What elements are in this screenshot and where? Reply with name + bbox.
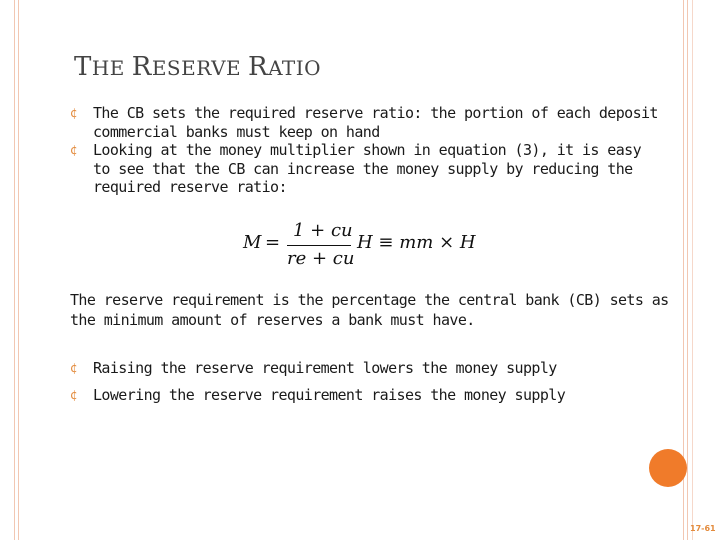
title-initial: R xyxy=(131,52,152,82)
bullet-text: Raising the reserve requirement lowers the money supply xyxy=(93,359,557,377)
title-word: HE xyxy=(91,56,132,80)
list-item xyxy=(70,141,660,197)
fraction-bar xyxy=(287,245,351,246)
top-bullet-list xyxy=(70,104,660,197)
page-number: 17-61 xyxy=(690,524,716,533)
title-initial: R xyxy=(247,52,269,82)
equation-denominator: re + cu xyxy=(287,248,355,269)
slide-title xyxy=(74,52,321,82)
title-word: ATIO xyxy=(268,56,322,80)
title-initial: T xyxy=(74,52,92,82)
list-item xyxy=(70,386,660,405)
equation-rhs: H ≡ mm × H xyxy=(357,232,476,253)
title-word: ESERVE xyxy=(151,56,248,80)
reserve-requirement-paragraph: The reserve requirement is the percentage the central bank (CB) sets as the minimum amount of reserves a bank must have. xyxy=(70,291,669,329)
right-frame-outer-line xyxy=(692,0,693,540)
bullet-text: Lowering the reserve requirement raises the money supply xyxy=(93,385,566,404)
bottom-bullet-list xyxy=(70,359,660,412)
list-item xyxy=(70,104,660,141)
orange-circle-decoration xyxy=(649,449,687,487)
left-frame-border xyxy=(14,0,19,540)
bullet-text: The CB sets the required reserve ratio: the portion of each deposit commercial banks must keep on hand xyxy=(93,104,658,141)
bullet-text: Looking at the money multiplier shown in equation (3), it is easy to see that the CB can increase the money supply by reducing the required reserve ratio: xyxy=(93,141,642,196)
money-multiplier-equation xyxy=(243,218,483,274)
bullet-icon: ¢ xyxy=(70,106,78,120)
bullet-icon: ¢ xyxy=(70,387,78,402)
equation-equals: = xyxy=(265,232,281,253)
list-item xyxy=(70,359,660,378)
bullet-icon: ¢ xyxy=(70,361,78,375)
equation-numerator: 1 + cu xyxy=(293,220,353,241)
bullet-icon: ¢ xyxy=(70,143,78,157)
equation-lhs: M xyxy=(243,232,262,253)
